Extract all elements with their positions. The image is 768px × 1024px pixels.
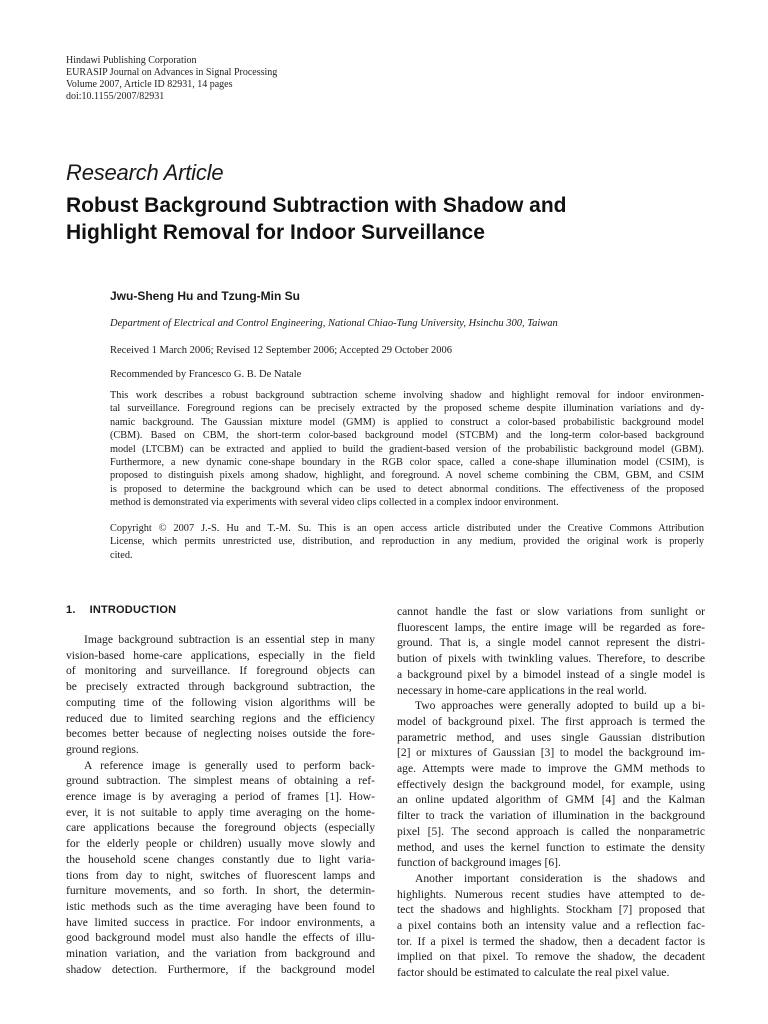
body-text-line: cannot handle the fast or slow variations from sunlight or: [397, 605, 705, 618]
body-text-line: [2] or mixtures of Gaussian [3] to model the background im-: [397, 746, 705, 760]
abstract-line: method is demonstrated via experiments with several video clips collected in a complex indoor environment.: [110, 497, 559, 509]
body-text-line: filter to track the variation of illumination in the background: [397, 809, 705, 823]
abstract-line: proposed to distinguish pixels among shadow, highlight, and foreground. A novel scheme combining the CBM, GBM, and CSIM: [110, 470, 704, 482]
submission-dates: Received 1 March 2006; Revised 12 September 2006; Accepted 29 October 2006: [110, 345, 453, 356]
affiliation: Department of Electrical and Control Engineering, National Chiao-Tung University, Hsinchu 300, Taiwan: [110, 318, 558, 329]
body-text-line: effectively design the background model, for example, using: [397, 777, 705, 791]
body-text-line: model of background pixel. The first approach is termed the: [397, 714, 705, 728]
recommended-by: Recommended by Francesco G. B. De Natale: [110, 369, 302, 380]
title-line: Robust Background Subtraction with Shadow and: [66, 194, 567, 217]
body-text-line: have limited success in practice. For indoor environments, a: [66, 915, 375, 929]
body-text-line: of monitoring and surveillance. If foreground objects can: [66, 664, 375, 678]
body-text-line: the household scene changes constantly due to light varia-: [66, 852, 375, 866]
title-line: Highlight Removal for Indoor Surveillance: [66, 221, 485, 244]
publisher-name: Hindawi Publishing Corporation: [66, 55, 197, 66]
body-text-line: an online updated algorithm of GMM [4] and the Kalman: [397, 793, 705, 807]
body-text-line: erence image is by averaging a period of frames [1]. How-: [66, 790, 375, 804]
paper-title: [66, 192, 686, 246]
copyright-notice: [110, 522, 704, 562]
body-text-line: A reference image is generally used to perform back-: [84, 758, 375, 772]
volume-info: Volume 2007, Article ID 82931, 14 pages: [66, 79, 233, 90]
body-text-line: Image background subtraction is an essential step in many: [84, 633, 375, 646]
abstract-line: namic background. The Gaussian mixture model (GMM) is applied to construct a color-based probabilistic background model: [110, 416, 704, 428]
body-text-line: shadow detection. Furthermore, if the background model: [66, 962, 375, 976]
body-text-line: computing time of the following vision algorithms will be: [66, 695, 375, 709]
body-text-line: tions from day to night, switches of fluorescent lamps and: [66, 868, 375, 882]
abstract-line: is proposed to determine the background which can be used to detect abnormal conditions. The effectiveness of the proposed: [110, 483, 704, 495]
body-text-line: becomes better because of neglecting noises outside the fore-: [66, 727, 375, 741]
abstract-line: model (LTCBM) can be extracted and applied to build the gradient-based version of the probabilistic background model (GBM).: [110, 443, 704, 455]
right-column: [397, 604, 705, 981]
body-text-line: tect the shadows and highlights. Stockham [7] proposed that: [397, 903, 705, 917]
body-text-line: ground regions.: [66, 742, 139, 756]
article-type: Research Article: [66, 160, 224, 185]
abstract-line: (CBM). Based on CBM, the short-term color-based background model (STCBM) and the long-term color-based background: [110, 430, 704, 442]
body-text-line: necessary in home-care applications in the real world.: [397, 683, 647, 697]
body-text-line: care applications because the foreground objects (especially: [66, 821, 375, 835]
copyright-line: Copyright © 2007 J.-S. Hu and T.-M. Su. This is an open access article distributed under the Creative Commons Attribution: [110, 523, 704, 534]
copyright-line: License, which permits unrestricted use, distribution, and reproduction in any medium, provided the original work is properly: [110, 536, 704, 548]
body-text-line: factor should be estimated to calculate the real pixel value.: [397, 966, 670, 980]
body-text-line: ground subtraction. The simplest means of obtaining a ref-: [66, 774, 375, 788]
section-title: INTRODUCTION: [89, 604, 177, 616]
body-text-line: bution of pixels with twinkling values. Therefore, to describe: [397, 652, 705, 666]
body-text-line: good background model must also handle the effects of illu-: [66, 931, 375, 945]
body-text-line: function of background images [6].: [397, 856, 561, 870]
body-text-line: age. Attempts were made to improve the GMM methods to: [397, 762, 705, 776]
abstract: [110, 389, 704, 510]
body-text-line: fluorescent lamps, the entire image will be regarded as fore-: [397, 620, 705, 634]
body-text-line: mination variation, and the variation from background and: [66, 947, 375, 961]
body-text-line: method, and uses the kernel function to estimate the density: [397, 840, 705, 854]
body-text-line: pixel [5]. The second approach is called the nonparametric: [397, 824, 705, 838]
body-text-line: implied on that pixel. To remove the shadow, the decadent: [397, 950, 705, 964]
body-text-line: reduced due to limited searching regions and the efficiency: [66, 711, 375, 725]
left-column: [66, 632, 375, 977]
abstract-line: Furthermore, a new dynamic cone-shape boundary in the RGB color space, called a cone-shape illumination model (CSIM), is: [110, 457, 704, 469]
authors: Jwu-Sheng Hu and Tzung-Min Su: [110, 289, 300, 303]
body-text-line: ground. That is, a single model cannot represent the distri-: [397, 636, 705, 650]
publication-info: [66, 55, 466, 103]
body-text-line: Two approaches were generally adopted to build up a bi-: [415, 699, 705, 713]
body-text-line: istic methods such as the time averaging have been found to: [66, 899, 375, 913]
copyright-line: cited.: [110, 549, 133, 561]
body-text-line: vision-based home-care applications, especially in the field: [66, 648, 375, 662]
body-text-line: ever, it is not suitable to apply time averaging on the home-: [66, 805, 375, 819]
body-text-line: furniture movements, and so forth. In short, the determin-: [66, 884, 375, 898]
section-number: 1.: [66, 604, 76, 616]
journal-name: EURASIP Journal on Advances in Signal Processing: [66, 67, 278, 78]
body-text-line: a background pixel by a bimodel instead of a single model is: [397, 667, 705, 681]
doi[interactable]: doi:10.1155/2007/82931: [66, 91, 165, 102]
body-text-line: be precisely extracted through background subtraction, the: [66, 680, 375, 694]
body-text-line: Another important consideration is the shadows and: [415, 871, 705, 885]
body-text-line: a pixel contains both an intensity value and a reflection fac-: [397, 919, 705, 933]
body-text-line: tor. If a pixel is termed the shadow, then a decadent factor is: [397, 934, 705, 948]
abstract-line: tal surveillance. Foreground regions can be precisely extracted by the proposed scheme despite illumination variations and dy-: [110, 403, 704, 415]
abstract-line: This work describes a robust background subtraction scheme involving shadow and highlight removal for indoor environmen-: [110, 390, 704, 401]
body-text-line: parametric method, and uses single Gaussian distribution: [397, 730, 705, 744]
section-heading-introduction: [66, 604, 176, 616]
body-text-line: for the elderly people or children) usually move slowly and: [66, 837, 375, 851]
body-text-line: highlights. Numerous recent studies have attempted to de-: [397, 887, 705, 901]
